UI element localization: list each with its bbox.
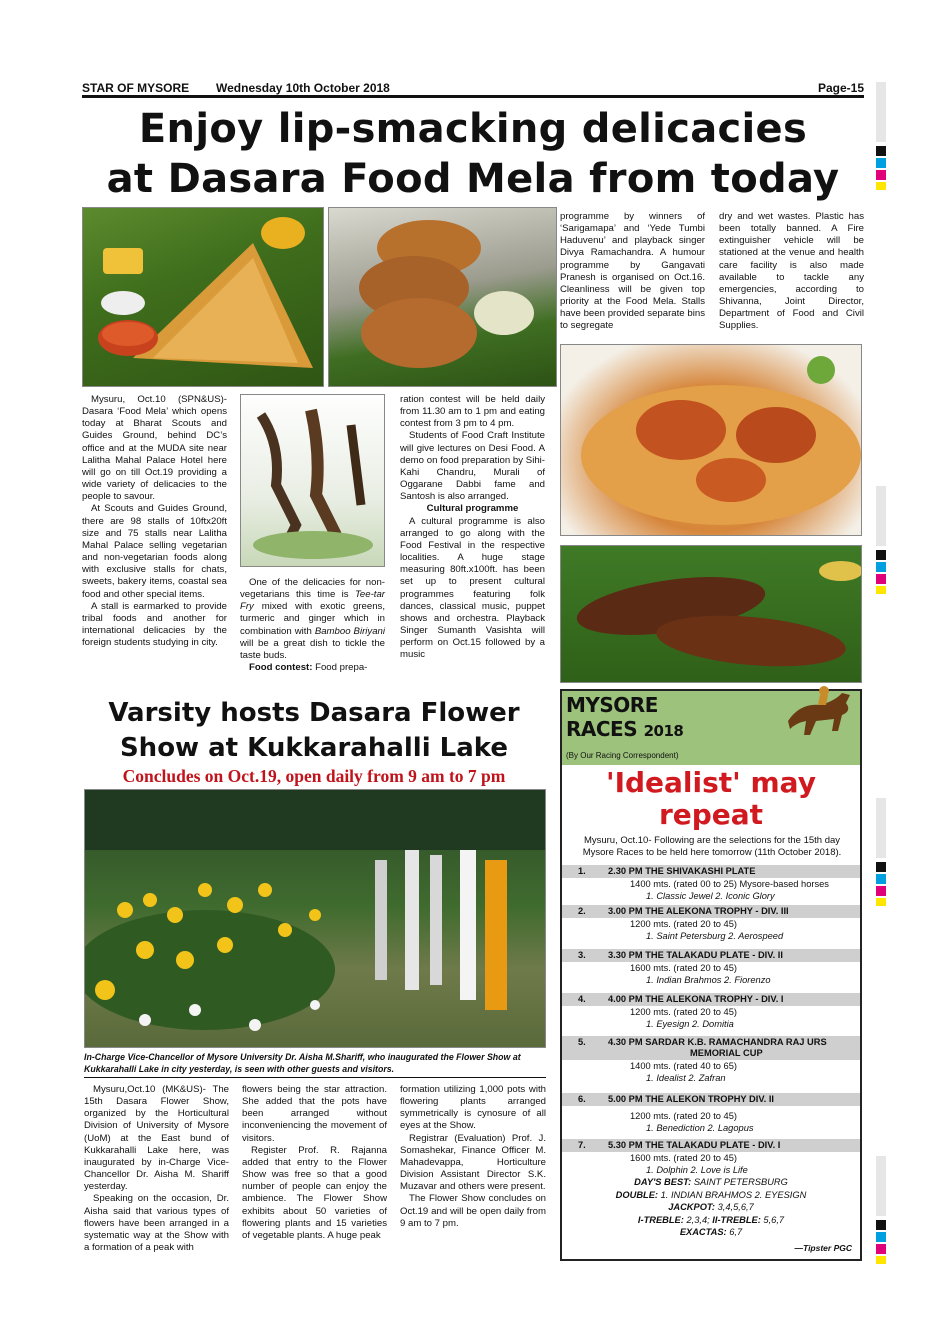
ii-treble-value: 5,6,7 xyxy=(760,1214,785,1225)
race-number: 4. xyxy=(578,994,586,1004)
masthead xyxy=(82,80,864,98)
race-details: 1600 mts. (rated 20 to 45) xyxy=(630,963,737,973)
issue-date: Wednesday 10th October 2018 xyxy=(216,81,390,95)
race-entry xyxy=(562,993,860,1030)
register-swatch xyxy=(876,886,886,896)
tipster-signature: —Tipster PGC xyxy=(794,1243,852,1253)
flower-show-photo xyxy=(84,789,546,1048)
biryani-illustration xyxy=(561,345,862,536)
flower-story-col-1 xyxy=(84,1084,229,1254)
race-title-line-2: MEMORIAL CUP xyxy=(690,1048,763,1058)
paragraph: Students of Food Craft Institute will give lectures on Desi Food. A demo on food preparation by Sihi-Kahi Chandru, Murali of Oggarane Dabbi fame and Santosh is also arranged. xyxy=(400,430,545,503)
dish-name: Tee-tar Fry xyxy=(240,589,385,613)
race-details: 1200 mts. (rated 20 to 45) xyxy=(630,1111,737,1121)
best-value: SAINT PETERSBURG xyxy=(691,1177,788,1187)
paragraph: dry and wet wastes. Plastic has been totally banned. A Fire extinguisher vehicle will be stationed at the venue and health care facility is also made available to tackle any emergencies, according to Shivanna, Joint Director, Department of Food and Civil Supplies. xyxy=(719,211,864,332)
paragraph: At Scouts and Guides Ground, there are 98 stalls of 10ftx20ft size and 75 stalls near Lalitha Mahal Palace selling vegetarian and non-vegetarian foods along with exclusive stalls for chats, sweets, bakery items, coastal sea food and other special items. xyxy=(82,503,227,600)
jackpot-label: JACKPOT: xyxy=(668,1202,716,1213)
race-details: 1400 mts. (rated 40 to 65) xyxy=(630,1061,737,1071)
races-word: RACES xyxy=(566,717,638,741)
flower-story-col-3 xyxy=(400,1084,546,1230)
race-tips xyxy=(562,1176,860,1239)
race-selections: 1. Idealist 2. Zafran xyxy=(646,1073,726,1083)
dosa-photo xyxy=(82,207,324,387)
paragraph: Register Prof. R. Rajanna added that entry to the Flower Show was free so that a good number of people can enjoy the ambience. The Flower Show exhibits about 50 varieties of flowering plants and 15 varieties of vegetable plants. A huge peak xyxy=(242,1144,387,1241)
race-selections: 1. Saint Petersburg 2. Aerospeed xyxy=(646,931,784,941)
flower-headline xyxy=(82,696,546,766)
race-entry xyxy=(562,949,860,986)
mysore-races-box xyxy=(560,689,862,1261)
race-number: 6. xyxy=(578,1094,586,1104)
i-treble-label: I-TREBLE: xyxy=(637,1214,684,1225)
race-number: 1. xyxy=(578,866,586,876)
teetar-illustration xyxy=(241,395,385,567)
food-story-col-5 xyxy=(719,211,864,333)
page-number: Page-15 xyxy=(817,81,864,95)
race-title: 5.30 PM THE TALAKADU PLATE - DIV. I xyxy=(608,1140,781,1150)
register-swatch xyxy=(876,898,886,906)
race-title: 3.00 PM THE ALEKONA TROPHY - DIV. III xyxy=(608,906,789,916)
flower-headline-line-2: Show at Kukkarahalli Lake xyxy=(119,733,509,763)
races-year: 2018 xyxy=(643,722,684,740)
register-swatch xyxy=(876,1156,886,1216)
register-swatch xyxy=(876,1244,886,1254)
best-label: DAY'S BEST: xyxy=(634,1177,692,1187)
register-swatch xyxy=(876,82,886,142)
race-selections: 1. Classic Jewel 2. Iconic Glory xyxy=(646,891,775,901)
races-title xyxy=(562,767,860,831)
paragraph: Registrar (Evaluation) Prof. J. Somashekar, Finance Officer M. Mahadevappa, Horticulture Division Assistant Director S.K. Muzavar and others were present. xyxy=(400,1132,546,1193)
text: will be a great dish to tickle the taste buds. xyxy=(240,637,385,661)
dosa-illustration xyxy=(83,208,324,387)
register-swatch xyxy=(876,182,886,190)
register-swatch xyxy=(876,586,886,594)
text: mixed with exotic greens, turmeric and ginger which in combination with xyxy=(240,601,385,637)
paragraph: The Flower Show concludes on Oct.19 and will be open daily from 9 am to 7 pm. xyxy=(400,1193,546,1229)
vada-photo xyxy=(328,207,557,387)
flower-story-col-2 xyxy=(242,1084,387,1242)
paragraph: ration contest will be held daily from 11.30 am to 1 pm and eating contest from 3 pm to 4 pm. xyxy=(400,394,545,430)
register-swatch xyxy=(876,798,886,858)
food-story-col-2 xyxy=(240,577,385,674)
ii-treble-label: II-TREBLE: xyxy=(712,1214,761,1225)
text: One of the delicacies for non-vegetarians this time is xyxy=(240,577,385,601)
food-story-col-1 xyxy=(82,394,227,649)
race-selections: 1. Eyesign 2. Domitia xyxy=(646,1019,734,1029)
race-selections: 1. Dolphin 2. Love is Life xyxy=(646,1165,748,1175)
food-story-col-4 xyxy=(560,211,705,333)
food-story-col-3 xyxy=(400,394,545,661)
register-swatch xyxy=(876,1220,886,1230)
exactas-label: EXACTAS: xyxy=(679,1227,727,1238)
register-swatch xyxy=(876,146,886,156)
paragraph: formation utilizing 1,000 pots with flowering plants arranged symmetrically is cynosure of all eyes at the Show. xyxy=(400,1084,546,1132)
i-treble-value: 2,3,4; xyxy=(683,1214,713,1225)
races-title-line-2: repeat xyxy=(658,798,764,831)
race-details: 1400 mts. (rated 00 to 25) Mysore-based horses xyxy=(630,879,829,889)
paragraph: Mysuru, Oct.10 (SPN&US)- Dasara ‘Food Mela’ which opens today at Bharat Scouts and Guides Ground, behind DC’s office and at the MUDA site near Lalitha Mahal Palace Hotel here will go on till Oct.19 providing a wide variety of delicacies to the people to savour. xyxy=(82,394,227,503)
race-details: 1200 mts. (rated 20 to 45) xyxy=(630,1007,737,1017)
register-swatch xyxy=(876,874,886,884)
register-swatch xyxy=(876,550,886,560)
exactas-value: 6,7 xyxy=(726,1227,743,1238)
register-swatch xyxy=(876,170,886,180)
register-swatch xyxy=(876,562,886,572)
register-swatch xyxy=(876,1256,886,1264)
vada-illustration xyxy=(329,208,557,387)
race-title: 5.00 PM THE ALEKON TROPHY DIV. II xyxy=(608,1094,775,1104)
photo-caption: In-Charge Vice-Chancellor of Mysore University Dr. Aisha M.Shariff, who inaugurated the Flower Show at Kukkarahalli Lake in city yesterday, is seen with other guests and visitors. xyxy=(84,1051,546,1078)
race-title: 2.30 PM THE SHIVAKASHI PLATE xyxy=(608,866,756,876)
headline-line-2: at Dasara Food Mela from today xyxy=(106,156,840,202)
flower-deck: Concludes on Oct.19, open daily from 9 am to 7 pm xyxy=(122,766,506,786)
flower-show-illustration xyxy=(85,790,546,1048)
paragraph: Mysuru,Oct.10 (MK&US)- The 15th Dasara Flower Show, organized by the Horticultural Division of University of Mysore (UoM) at the East bund of Kukkarahalli Lake here, was inaugurated by in-Charge Vice-Chancellor Dr. Aisha M. Shariff yesterday. xyxy=(84,1084,229,1193)
races-label-races xyxy=(566,718,683,742)
race-number: 5. xyxy=(578,1037,586,1047)
paragraph: programme by winners of ‘Sarigamapa’ and ‘Yede Tumbi Haduvenu’ and playback singer Divya Ramachandra. A humour programme by Gangavati Pranesh is organised on Oct.16. Cleanliness will be given top priority at the Food Mela. Stalls have been provided separate bins to segregate xyxy=(560,211,705,332)
race-number: 3. xyxy=(578,950,586,960)
dish-name: Bamboo Biriyani xyxy=(314,625,386,637)
subhead-cultural: Cultural programme xyxy=(426,503,519,515)
race-selections: 1. Indian Brahmos 2. Fiorenzo xyxy=(646,975,771,985)
races-intro: Mysuru, Oct.10- Following are the selections for the 15th day Mysore Races to be held here tomorrow (11th October 2018). xyxy=(582,835,842,858)
fish-illustration xyxy=(561,546,862,683)
paragraph: A cultural programme is also arranged to go along with the Food Festival in the respective localities. A huge stage measuring 80ft.x100ft. has been set up to present cultural programmes featuring folk dances, classical music, puppet shows and orchestra. Playback Singer Sumanth Vasishta will perform on Oct.15 followed by a music xyxy=(400,515,545,661)
paragraph: Speaking on the occasion, Dr. Aisha said that various types of flowers have been arranged in a systematic way at the Show with a formation of a peak with xyxy=(84,1193,229,1254)
paragraph: A stall is earmarked to provide tribal foods and another for international delicacies by the foreign students studying in city. xyxy=(82,600,227,649)
horse-jockey-icon xyxy=(780,681,860,743)
racing-byline: (By Our Racing Correspondent) xyxy=(566,751,679,760)
register-swatch xyxy=(876,158,886,168)
register-swatch xyxy=(876,486,886,546)
double-value: 1. INDIAN BRAHMOS 2. EYESIGN xyxy=(658,1189,807,1200)
race-selections: 1. Benediction 2. Lagopus xyxy=(646,1123,754,1133)
races-label-mysore: MYSORE xyxy=(566,693,658,717)
double-label: DOUBLE: xyxy=(615,1189,659,1200)
fish-fry-photo xyxy=(560,545,862,683)
register-swatch xyxy=(876,862,886,872)
flower-headline-line-1: Varsity hosts Dasara Flower xyxy=(108,698,520,728)
race-details: 1200 mts. (rated 20 to 45) xyxy=(630,919,737,929)
race-title: 3.30 PM THE TALAKADU PLATE - DIV. II xyxy=(608,950,783,960)
headline-line-1: Enjoy lip-smacking delicacies xyxy=(138,106,808,152)
races-title-line-1: 'Idealist' may xyxy=(606,766,816,799)
register-swatch xyxy=(876,1232,886,1242)
race-entry xyxy=(562,1093,860,1134)
food-contest-label: Food contest: xyxy=(249,662,313,674)
main-headline xyxy=(82,104,864,204)
race-title: 4.30 PM SARDAR K.B. RAMACHANDRA RAJ URS xyxy=(608,1037,827,1047)
race-entry xyxy=(562,865,860,902)
race-number: 7. xyxy=(578,1140,586,1150)
race-entry xyxy=(562,905,860,942)
paragraph: flowers being the star attraction. She added that the pots have been arranged without inconveniencing the movement of visitors. xyxy=(242,1084,387,1144)
teetar-photo xyxy=(240,394,385,567)
paper-name: STAR OF MYSORE xyxy=(82,81,190,95)
race-number: 2. xyxy=(578,906,586,916)
race-details: 1600 mts. (rated 20 to 45) xyxy=(630,1153,737,1163)
race-title: 4.00 PM THE ALEKONA TROPHY - DIV. I xyxy=(608,994,784,1004)
races-header xyxy=(562,691,860,765)
race-entry xyxy=(562,1036,860,1084)
jackpot-value: 3,4,5,6,7 xyxy=(715,1202,754,1213)
biryani-photo xyxy=(560,344,862,536)
register-swatch xyxy=(876,574,886,584)
race-entry xyxy=(562,1139,860,1176)
text: Food prepa- xyxy=(312,662,368,674)
